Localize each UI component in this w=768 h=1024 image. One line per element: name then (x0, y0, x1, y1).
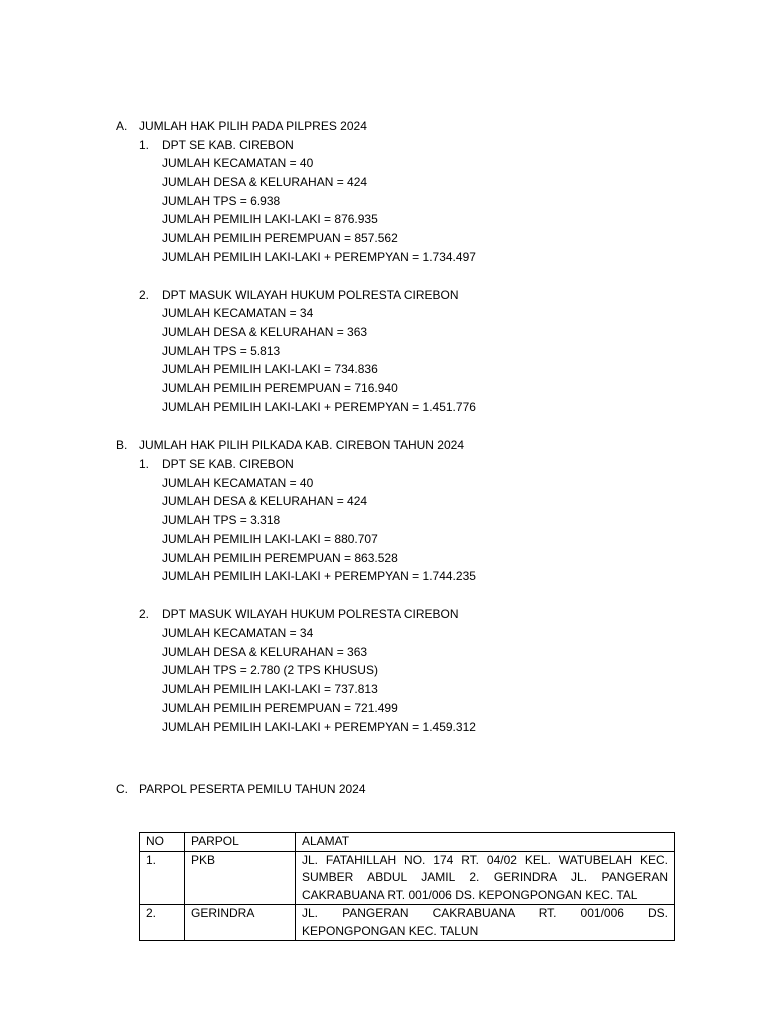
stat-line: JUMLAH DESA & KELURAHAN = 424 (162, 175, 368, 189)
item-number: 2. (139, 288, 150, 302)
item-title-text: DPT SE KAB. CIREBON (162, 457, 294, 471)
section-b-title (116, 438, 464, 452)
header-alamat: ALAMAT (296, 833, 675, 852)
cell-alamat: JL. PANGERAN CAKRABUANA RT. 001/006 DS. KEPONGPONGAN KEC. TALUN (296, 905, 675, 941)
stat-line: JUMLAH PEMILIH PEREMPUAN = 857.562 (162, 231, 398, 245)
stat-line: JUMLAH DESA & KELURAHAN = 363 (162, 645, 368, 659)
stat-line: JUMLAH PEMILIH LAKI-LAKI + PEREMPYAN = 1.734.497 (162, 250, 476, 264)
stat-line: JUMLAH PEMILIH LAKI-LAKI + PEREMPYAN = 1.451.776 (162, 400, 476, 414)
stat-line: JUMLAH PEMILIH PEREMPUAN = 716.940 (162, 381, 398, 395)
section-letter: C. (116, 782, 128, 796)
header-parpol: PARPOL (185, 833, 296, 852)
stat-line: JUMLAH KECAMATAN = 34 (162, 306, 314, 320)
stat-line: JUMLAH TPS = 6.938 (162, 194, 281, 208)
section-b-item-2-title (139, 607, 459, 621)
stat-line: JUMLAH PEMILIH LAKI-LAKI + PEREMPYAN = 1.459.312 (162, 720, 476, 734)
parpol-table (139, 832, 675, 941)
stat-line: JUMLAH PEMILIH LAKI-LAKI = 734.836 (162, 362, 378, 376)
section-letter: B. (116, 438, 128, 452)
section-a-item-1-title (139, 138, 294, 152)
stat-line: JUMLAH PEMILIH PEREMPUAN = 863.528 (162, 551, 398, 565)
section-c-title (116, 782, 366, 796)
stat-line: JUMLAH PEMILIH LAKI-LAKI + PEREMPYAN = 1.744.235 (162, 569, 476, 583)
cell-no: 1. (140, 851, 185, 905)
stat-line: JUMLAH PEMILIH LAKI-LAKI = 876.935 (162, 212, 378, 226)
stat-line: JUMLAH TPS = 3.318 (162, 513, 281, 527)
section-letter: A. (116, 119, 128, 133)
item-title-text: DPT SE KAB. CIREBON (162, 138, 294, 152)
cell-parpol: GERINDRA (185, 905, 296, 941)
cell-no: 2. (140, 905, 185, 941)
section-a-item-2-title (139, 288, 459, 302)
item-number: 1. (139, 138, 150, 152)
stat-line: JUMLAH KECAMATAN = 34 (162, 626, 314, 640)
header-no: NO (140, 833, 185, 852)
section-a-title (116, 119, 367, 133)
table-row (140, 905, 675, 941)
table-header-row (140, 833, 675, 852)
item-number: 1. (139, 457, 150, 471)
stat-line: JUMLAH TPS = 5.813 (162, 344, 281, 358)
stat-line: JUMLAH KECAMATAN = 40 (162, 156, 314, 170)
stat-line: JUMLAH TPS = 2.780 (2 TPS KHUSUS) (162, 663, 378, 677)
item-number: 2. (139, 607, 150, 621)
stat-line: JUMLAH PEMILIH LAKI-LAKI = 737.813 (162, 682, 378, 696)
cell-alamat: JL. FATAHILLAH NO. 174 RT. 04/02 KEL. WATUBELAH KEC. SUMBER ABDUL JAMIL 2. GERINDRA JL. PANGERAN CAKRABUANA RT. 001/006 DS. KEPONGPONGAN KEC. TAL (296, 851, 675, 905)
section-b-item-1-title (139, 457, 294, 471)
section-title-text: JUMLAH HAK PILIH PILKADA KAB. CIREBON TAHUN 2024 (139, 438, 464, 452)
stat-line: JUMLAH DESA & KELURAHAN = 424 (162, 494, 368, 508)
section-title-text: PARPOL PESERTA PEMILU TAHUN 2024 (139, 782, 366, 796)
stat-line: JUMLAH PEMILIH LAKI-LAKI = 880.707 (162, 532, 378, 546)
item-title-text: DPT MASUK WILAYAH HUKUM POLRESTA CIREBON (162, 607, 459, 621)
section-title-text: JUMLAH HAK PILIH PADA PILPRES 2024 (139, 119, 367, 133)
stat-line: JUMLAH KECAMATAN = 40 (162, 476, 314, 490)
stat-line: JUMLAH PEMILIH PEREMPUAN = 721.499 (162, 701, 398, 715)
item-title-text: DPT MASUK WILAYAH HUKUM POLRESTA CIREBON (162, 288, 459, 302)
cell-parpol: PKB (185, 851, 296, 905)
table-row (140, 851, 675, 905)
stat-line: JUMLAH DESA & KELURAHAN = 363 (162, 325, 368, 339)
